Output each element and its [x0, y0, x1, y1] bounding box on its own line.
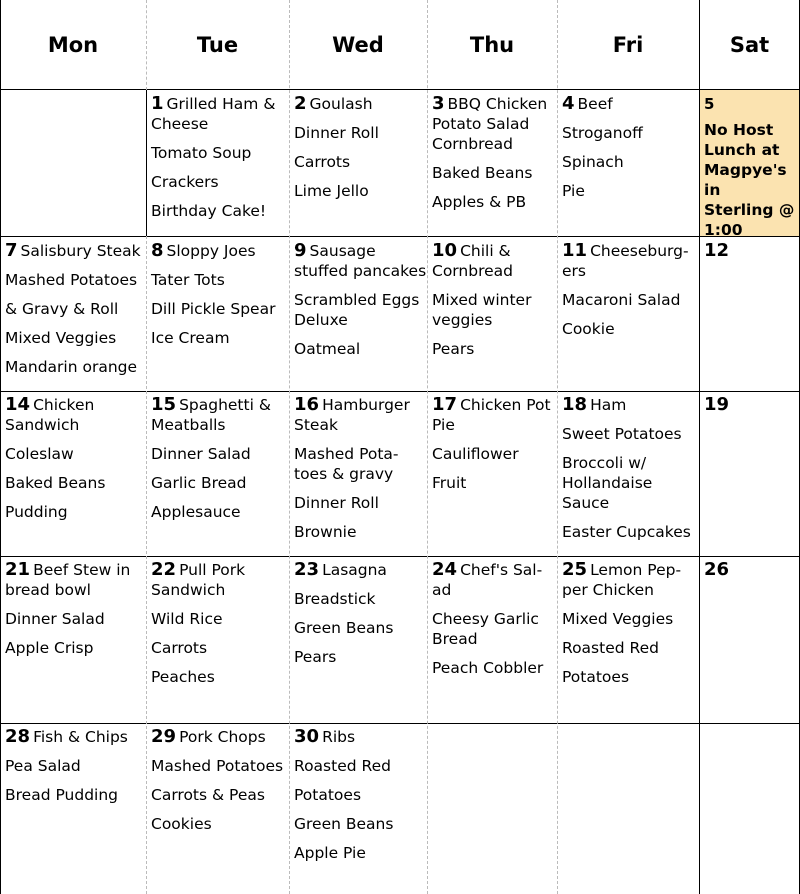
menu-line: [151, 241, 289, 261]
menu-item: Cheesy Garlic: [432, 610, 539, 628]
menu-item: Pie: [562, 182, 585, 200]
menu-item: per Chicken: [562, 581, 654, 599]
menu-item: Pie: [432, 416, 455, 434]
day-number: 8: [151, 240, 164, 261]
menu-item: Carrots & Peas: [151, 786, 265, 804]
day-number: 22: [151, 559, 177, 580]
grid-line: [0, 236, 800, 237]
day-number: 28: [5, 726, 31, 747]
menu-item: Mixed Veggies: [5, 329, 117, 347]
menu-item: Chili &: [460, 242, 511, 260]
menu-item: Spinach: [562, 153, 624, 171]
menu-line: [562, 560, 699, 580]
menu-item: Sterling @: [704, 201, 795, 219]
day-number: 25: [562, 559, 588, 580]
day-number: 5: [704, 95, 715, 113]
menu-item: Chicken: [33, 396, 95, 414]
menu-line: [562, 94, 699, 114]
menu-item: Ice Cream: [151, 329, 230, 347]
menu-item: Roasted Red: [294, 757, 391, 775]
menu-item: Meatballs: [151, 416, 226, 434]
grid-line: [289, 0, 290, 894]
menu-item: Ribs: [322, 728, 356, 746]
menu-item: Peaches: [151, 668, 215, 686]
menu-item: Roasted Red: [562, 639, 659, 657]
menu-item: Apples & PB: [432, 193, 527, 211]
menu-item: Cornbread: [432, 262, 513, 280]
menu-line: [5, 241, 146, 261]
menu-item: Dinner Salad: [5, 610, 105, 628]
header-sat: Sat: [729, 33, 770, 57]
menu-item: Bread Pudding: [5, 786, 119, 804]
menu-item: BBQ Chicken: [447, 95, 548, 113]
day-number: 10: [432, 240, 458, 261]
menu-line: [432, 560, 557, 580]
menu-line: [704, 241, 800, 261]
menu-item: Fruit: [432, 474, 467, 492]
menu-item: toes & gravy: [294, 465, 394, 483]
menu-item: Dinner Roll: [294, 494, 379, 512]
day-number: 26: [704, 559, 730, 580]
day-cell: [427, 391, 557, 556]
menu-line: [432, 241, 557, 261]
header-thu: Thu: [469, 33, 515, 57]
menu-item: Grilled Ham &: [166, 95, 276, 113]
menu-item: Dill Pickle Spear: [151, 300, 276, 318]
menu-item: Chef's Sal-: [460, 561, 543, 579]
day-number: 29: [151, 726, 177, 747]
menu-item: Potatoes: [562, 668, 630, 686]
day-cell: [699, 237, 800, 391]
grid-line: [146, 0, 147, 90]
grid-line: [146, 90, 147, 236]
grid-line: [146, 236, 147, 894]
day-number: 7: [5, 240, 18, 261]
menu-item: & Gravy & Roll: [5, 300, 119, 318]
menu-item: Sloppy Joes: [166, 242, 256, 260]
day-cell: [427, 237, 557, 391]
menu-item: Mashed Pota-: [294, 445, 399, 463]
header-tue: Tue: [196, 33, 239, 57]
day-number: 9: [294, 240, 307, 261]
menu-line: [294, 395, 427, 415]
menu-item: Hollandaise: [562, 474, 653, 492]
menu-item: Dinner Salad: [151, 445, 251, 463]
grid-line: [699, 0, 700, 894]
menu-item: Pork Chops: [179, 728, 266, 746]
menu-item: Bread: [432, 630, 478, 648]
menu-item: Potato Salad: [432, 115, 530, 133]
menu-item: Pears: [432, 340, 475, 358]
day-cell: [146, 723, 289, 894]
header-mon: Mon: [47, 33, 99, 57]
menu-line: [432, 395, 557, 415]
menu-item: Sweet Potatoes: [562, 425, 682, 443]
menu-item: Ham: [590, 396, 627, 414]
menu-line: [704, 395, 800, 415]
menu-line: [562, 395, 699, 415]
menu-item: Scrambled Eggs: [294, 291, 420, 309]
day-cell: [557, 556, 699, 723]
menu-item: Sandwich: [5, 416, 80, 434]
menu-item: Applesauce: [151, 503, 241, 521]
menu-item: Mashed Potatoes: [5, 271, 138, 289]
menu-item: Breadstick: [294, 590, 376, 608]
menu-item: veggies: [432, 311, 493, 329]
menu-item: Mixed winter: [432, 291, 532, 309]
menu-line: [151, 395, 289, 415]
day-number: 18: [562, 394, 588, 415]
menu-item: Pears: [294, 648, 337, 666]
day-number: 4: [562, 93, 575, 114]
menu-item: Spaghetti &: [179, 396, 271, 414]
day-cell: [557, 723, 699, 894]
day-cell: [0, 90, 146, 237]
header-fri: Fri: [612, 33, 644, 57]
day-cell: [699, 391, 800, 556]
menu-item: Cauliflower: [432, 445, 519, 463]
menu-item: ers: [562, 262, 586, 280]
menu-line: [294, 727, 427, 747]
menu-item: Goulash: [309, 95, 373, 113]
menu-item: Magpye's in: [704, 161, 787, 199]
menu-item: Fish & Chips: [33, 728, 128, 746]
menu-item: bread bowl: [5, 581, 91, 599]
day-cell: [146, 391, 289, 556]
grid-line: [0, 0, 1, 894]
grid-line: [0, 391, 800, 392]
menu-item: Sauce: [562, 494, 610, 512]
day-number: 23: [294, 559, 320, 580]
menu-item: Lemon Pep-: [590, 561, 682, 579]
menu-item: Pull Pork: [179, 561, 246, 579]
day-cell: [289, 556, 427, 723]
day-cell: [146, 556, 289, 723]
day-cell: [427, 90, 557, 237]
menu-item: Mashed Potatoes: [151, 757, 284, 775]
menu-line: [704, 94, 800, 114]
menu-item: Peach Cobbler: [432, 659, 544, 677]
menu-item: Lime Jello: [294, 182, 369, 200]
header-wed: Wed: [332, 33, 384, 57]
day-cell: [289, 90, 427, 237]
day-cell: [0, 391, 146, 556]
menu-item: Sandwich: [151, 581, 226, 599]
day-cell: [0, 237, 146, 391]
menu-item: stuffed pancakes: [294, 262, 427, 280]
day-cell: [427, 723, 557, 894]
menu-item: Crackers: [151, 173, 219, 191]
menu-item: Salisbury Steak: [20, 242, 141, 260]
menu-line: [294, 241, 427, 261]
menu-item: Cornbread: [432, 135, 513, 153]
menu-item: Garlic Bread: [151, 474, 247, 492]
grid-line: [0, 89, 800, 90]
menu-line: [151, 560, 289, 580]
menu-item: Mandarin orange: [5, 358, 138, 376]
menu-item: Cookies: [151, 815, 212, 833]
menu-item: Easter Cupcakes: [562, 523, 691, 541]
menu-item: Dinner Roll: [294, 124, 379, 142]
day-number: 11: [562, 240, 588, 261]
menu-item: Lasagna: [322, 561, 387, 579]
menu-item: Chicken Pot: [460, 396, 551, 414]
menu-item: Steak: [294, 416, 338, 434]
menu-item: Sausage: [309, 242, 376, 260]
day-cell: [557, 90, 699, 237]
menu-item: Beef: [577, 95, 613, 113]
menu-line: [151, 94, 289, 114]
menu-item: Broccoli w/: [562, 454, 647, 472]
menu-item: Oatmeal: [294, 340, 361, 358]
menu-item: Deluxe: [294, 311, 348, 329]
menu-item: No Host: [704, 121, 774, 139]
day-number: 19: [704, 394, 730, 415]
day-number: 21: [5, 559, 31, 580]
day-cell: [557, 237, 699, 391]
menu-item: Brownie: [294, 523, 357, 541]
day-number: 1: [151, 93, 164, 114]
day-cell: [289, 391, 427, 556]
day-cell: [699, 723, 800, 894]
menu-item: Coleslaw: [5, 445, 74, 463]
day-number: 16: [294, 394, 320, 415]
day-cell: [699, 90, 800, 237]
menu-line: [151, 727, 289, 747]
menu-line: [562, 241, 699, 261]
grid-line: [0, 556, 800, 557]
menu-line: [5, 560, 146, 580]
day-number: 30: [294, 726, 320, 747]
menu-item: Tater Tots: [151, 271, 225, 289]
grid-line: [0, 723, 800, 724]
menu-line: [294, 560, 427, 580]
menu-line: [5, 727, 146, 747]
menu-item: Carrots: [151, 639, 208, 657]
menu-item: Cheese: [151, 115, 209, 133]
day-cell: [146, 237, 289, 391]
menu-line: [432, 94, 557, 114]
menu-item: Birthday Cake!: [151, 202, 267, 220]
menu-item: Green Beans: [294, 619, 394, 637]
day-cell: [699, 556, 800, 723]
menu-item: Beef Stew in: [33, 561, 131, 579]
menu-item: Cookie: [562, 320, 615, 338]
menu-item: Baked Beans: [432, 164, 533, 182]
day-cell: [427, 556, 557, 723]
menu-item: Lunch at: [704, 141, 780, 159]
day-cell: [289, 723, 427, 894]
menu-item: ad: [432, 581, 452, 599]
menu-item: Stroganoff: [562, 124, 643, 142]
menu-item: Potatoes: [294, 786, 362, 804]
menu-item: Wild Rice: [151, 610, 223, 628]
menu-line: [5, 395, 146, 415]
menu-item: Cheeseburg-: [590, 242, 689, 260]
day-cell: [557, 391, 699, 556]
menu-line: [704, 560, 800, 580]
menu-item: Mixed Veggies: [562, 610, 674, 628]
day-cell: [146, 90, 289, 237]
grid-line: [557, 0, 558, 894]
day-number: 3: [432, 93, 445, 114]
day-number: 15: [151, 394, 177, 415]
day-number: 17: [432, 394, 458, 415]
menu-item: Carrots: [294, 153, 351, 171]
day-cell: [0, 723, 146, 894]
grid-line: [427, 0, 428, 894]
menu-item: Baked Beans: [5, 474, 106, 492]
day-number: 14: [5, 394, 31, 415]
menu-item: Green Beans: [294, 815, 394, 833]
day-number: 12: [704, 240, 730, 261]
day-number: 24: [432, 559, 458, 580]
menu-item: Pea Salad: [5, 757, 81, 775]
menu-item: Tomato Soup: [151, 144, 252, 162]
menu-line: [294, 94, 427, 114]
menu-item: Pudding: [5, 503, 68, 521]
menu-item: Macaroni Salad: [562, 291, 681, 309]
menu-item: 1:00: [704, 221, 743, 237]
menu-item: Apple Crisp: [5, 639, 94, 657]
day-cell: [289, 237, 427, 391]
day-number: 2: [294, 93, 307, 114]
menu-item: Hamburger: [322, 396, 410, 414]
menu-item: Apple Pie: [294, 844, 366, 862]
day-cell: [0, 556, 146, 723]
